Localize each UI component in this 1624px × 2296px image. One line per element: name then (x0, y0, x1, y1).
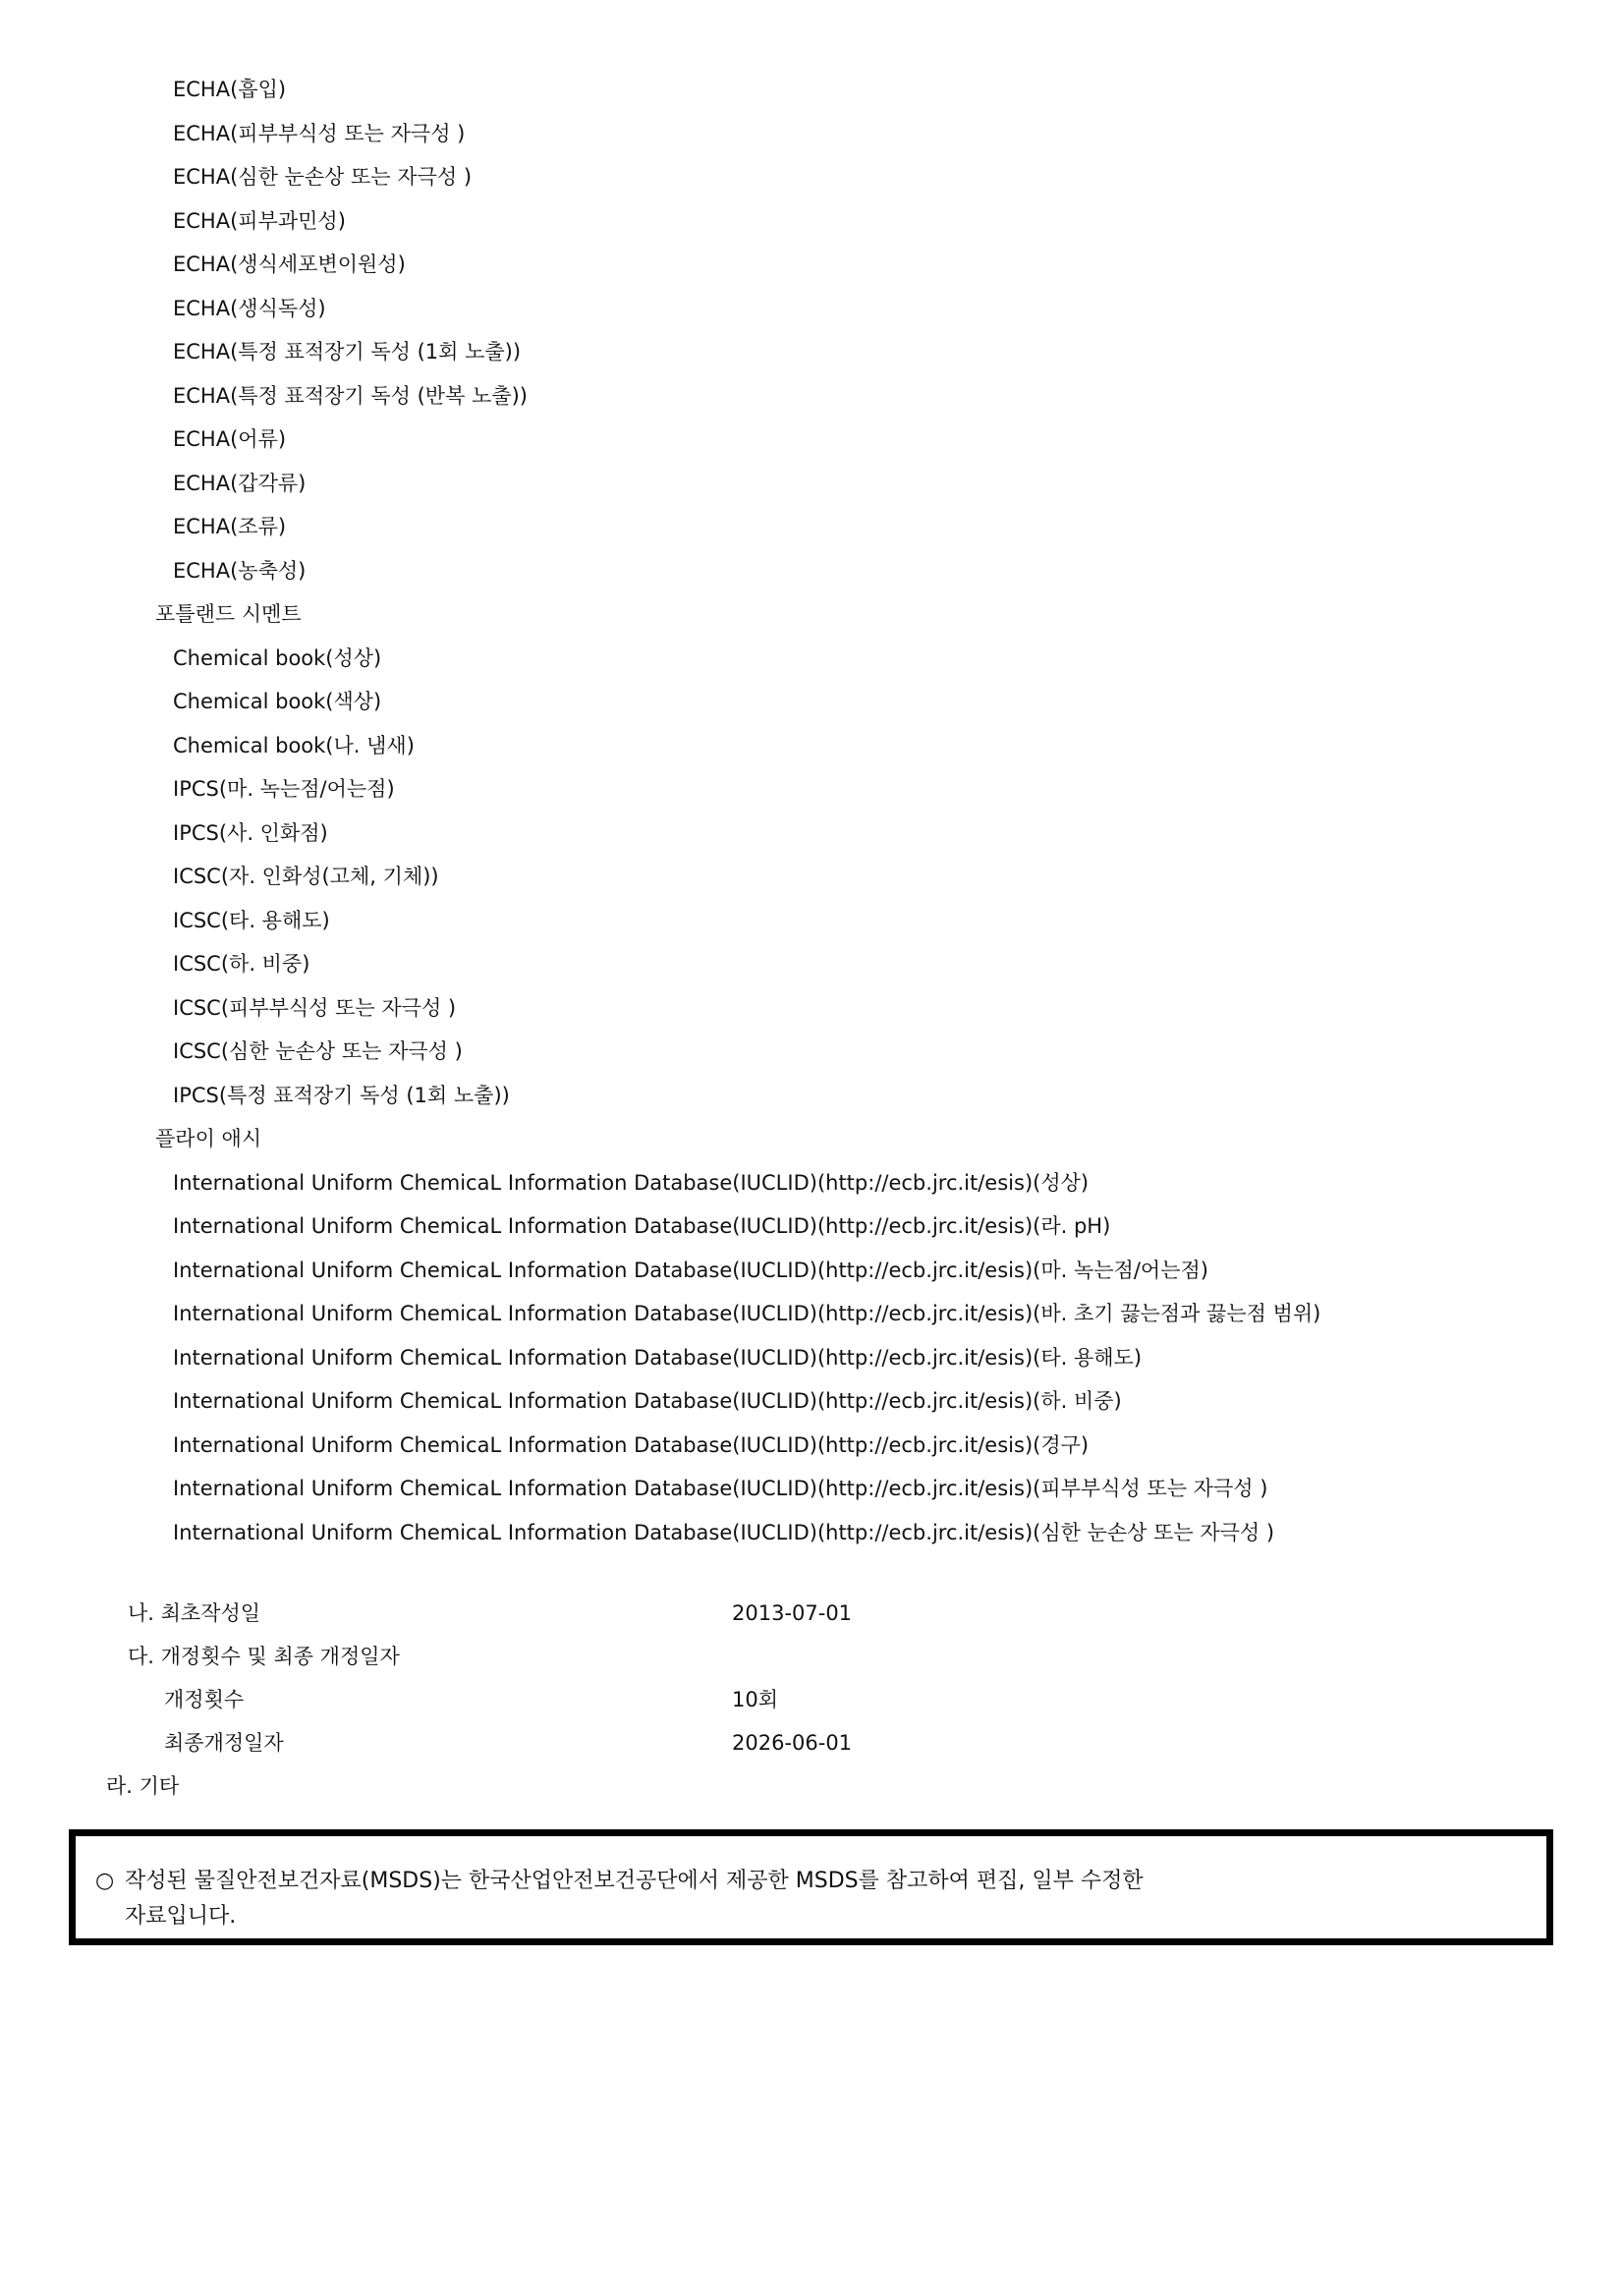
revision-count-label: 개정횟수 (164, 1688, 245, 1711)
notice-line-2: 자료입니다. (125, 1904, 237, 1929)
reference-item: Chemical book(색상) (173, 690, 382, 713)
reference-item: ICSC(자. 인화성(고체, 기체)) (173, 865, 439, 888)
reference-item: ECHA(심한 눈손상 또는 자극성 ) (173, 165, 473, 189)
reference-item: International Uniform ChemicaL Information Database(IUCLID)(http://ecb.jrc.it/esis)(라. pH) (173, 1214, 1111, 1238)
reference-item: International Uniform ChemicaL Information Database(IUCLID)(http://ecb.jrc.it/esis)(심한 눈손상 또는 자극성 ) (173, 1521, 1275, 1544)
reference-item: IPCS(특정 표적장기 독성 (1회 노출)) (173, 1084, 510, 1107)
first-written-value: 2013-07-01 (732, 1601, 853, 1625)
reference-item: ECHA(농축성) (173, 559, 307, 583)
reference-item: International Uniform ChemicaL Information Database(IUCLID)(http://ecb.jrc.it/esis)(마. 녹는점/어는점) (173, 1259, 1208, 1282)
reference-item: ECHA(어류) (173, 427, 287, 451)
revision-heading: 다. 개정횟수 및 최종 개정일자 (128, 1645, 400, 1668)
reference-item: Chemical book(성상) (173, 646, 382, 670)
reference-item: ECHA(특정 표적장기 독성 (반복 노출)) (173, 384, 528, 408)
reference-item: ICSC(하. 비중) (173, 952, 310, 976)
reference-item: ICSC(심한 눈손상 또는 자극성 ) (173, 1039, 463, 1063)
section-heading: 플라이 애시 (155, 1127, 262, 1150)
other-label: 라. 기타 (106, 1774, 180, 1798)
reference-item: IPCS(사. 인화점) (173, 821, 328, 845)
reference-item: International Uniform ChemicaL Information Database(IUCLID)(http://ecb.jrc.it/esis)(경구) (173, 1433, 1090, 1457)
notice-text (95, 1864, 1144, 1934)
reference-item: ECHA(피부부식성 또는 자극성 ) (173, 122, 466, 145)
reference-item: ECHA(흡입) (173, 78, 287, 101)
reference-item: ECHA(갑각류) (173, 472, 307, 495)
first-written-label: 나. 최초작성일 (128, 1601, 261, 1625)
reference-item: Chemical book(나. 냄새) (173, 734, 415, 757)
reference-item: ICSC(피부부식성 또는 자극성 ) (173, 996, 457, 1020)
reference-item: International Uniform ChemicaL Information Database(IUCLID)(http://ecb.jrc.it/esis)(성상) (173, 1171, 1090, 1195)
reference-item: ECHA(생식독성) (173, 297, 326, 320)
reference-item: ECHA(피부과민성) (173, 209, 346, 233)
section-heading: 포틀랜드 시멘트 (155, 602, 302, 626)
reference-item: ECHA(생식세포변이원성) (173, 252, 406, 276)
reference-item: International Uniform ChemicaL Information Database(IUCLID)(http://ecb.jrc.it/esis)(타. 용해도) (173, 1346, 1143, 1370)
reference-item: ECHA(조류) (173, 515, 287, 538)
reference-item: International Uniform ChemicaL Information Database(IUCLID)(http://ecb.jrc.it/esis)(피부부식성 또는 자극성 ) (173, 1477, 1268, 1500)
notice-box (69, 1829, 1553, 1945)
reference-item: International Uniform ChemicaL Information Database(IUCLID)(http://ecb.jrc.it/esis)(하. 비중) (173, 1389, 1122, 1413)
reference-item: ECHA(특정 표적장기 독성 (1회 노출)) (173, 340, 522, 364)
notice-line-1: ○ 작성된 물질안전보건자료(MSDS)는 한국산업안전보건공단에서 제공한 MSDS를 참고하여 편집, 일부 수정한 (95, 1864, 1144, 1899)
reference-item: International Uniform ChemicaL Information Database(IUCLID)(http://ecb.jrc.it/esis)(바. 초기 끓는점과 끓는점 범위) (173, 1302, 1321, 1325)
circle-bullet-icon: ○ (95, 1869, 115, 1893)
reference-item: ICSC(타. 용해도) (173, 909, 330, 932)
revision-count-value: 10회 (732, 1688, 779, 1711)
last-revised-label: 최종개정일자 (164, 1731, 284, 1755)
reference-item: IPCS(마. 녹는점/어는점) (173, 777, 395, 801)
last-revised-value: 2026-06-01 (732, 1731, 853, 1755)
